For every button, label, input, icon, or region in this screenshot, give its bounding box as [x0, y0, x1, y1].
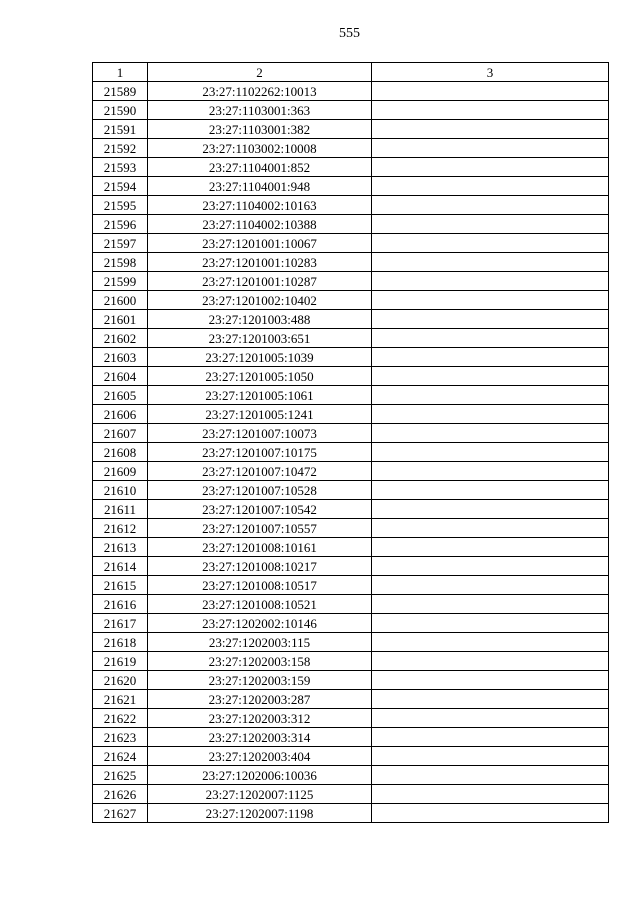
- note-cell: [372, 481, 609, 500]
- cadastral-number-cell: 23:27:1201008:10517: [148, 576, 372, 595]
- cadastral-number-cell: 23:27:1102262:10013: [148, 82, 372, 101]
- table-row: [93, 272, 609, 291]
- cadastral-number-cell: 23:27:1103001:363: [148, 101, 372, 120]
- note-cell: [372, 500, 609, 519]
- row-number-cell: 21617: [93, 614, 148, 633]
- note-cell: [372, 633, 609, 652]
- cadastral-number-cell: 23:27:1201003:488: [148, 310, 372, 329]
- header-row: [93, 63, 609, 82]
- cadastral-number-cell: 23:27:1103002:10008: [148, 139, 372, 158]
- row-number-cell: 21616: [93, 595, 148, 614]
- note-cell: [372, 139, 609, 158]
- row-number-cell: 21589: [93, 82, 148, 101]
- row-number-cell: 21621: [93, 690, 148, 709]
- table-row: [93, 177, 609, 196]
- table-row: [93, 785, 609, 804]
- row-number-cell: 21625: [93, 766, 148, 785]
- cadastral-number-cell: 23:27:1104001:948: [148, 177, 372, 196]
- note-cell: [372, 728, 609, 747]
- table-row: [93, 728, 609, 747]
- row-number-cell: 21600: [93, 291, 148, 310]
- note-cell: [372, 690, 609, 709]
- note-cell: [372, 329, 609, 348]
- row-number-cell: 21597: [93, 234, 148, 253]
- cadastral-number-cell: 23:27:1202002:10146: [148, 614, 372, 633]
- row-number-cell: 21619: [93, 652, 148, 671]
- note-cell: [372, 766, 609, 785]
- note-cell: [372, 82, 609, 101]
- row-number-cell: 21624: [93, 747, 148, 766]
- note-cell: [372, 652, 609, 671]
- table-row: [93, 120, 609, 139]
- cadastral-number-cell: 23:27:1202006:10036: [148, 766, 372, 785]
- table-body: [93, 82, 609, 823]
- row-number-cell: 21601: [93, 310, 148, 329]
- table-row: [93, 614, 609, 633]
- cadastral-number-cell: 23:27:1201007:10557: [148, 519, 372, 538]
- row-number-cell: 21604: [93, 367, 148, 386]
- row-number-cell: 21593: [93, 158, 148, 177]
- note-cell: [372, 709, 609, 728]
- row-number-cell: 21608: [93, 443, 148, 462]
- cadastral-number-cell: 23:27:1201001:10283: [148, 253, 372, 272]
- table-row: [93, 709, 609, 728]
- cadastral-number-cell: 23:27:1202007:1198: [148, 804, 372, 823]
- table-row: [93, 291, 609, 310]
- cadastral-number-cell: 23:27:1201007:10175: [148, 443, 372, 462]
- table-row: [93, 633, 609, 652]
- cadastral-number-cell: 23:27:1104002:10388: [148, 215, 372, 234]
- row-number-cell: 21591: [93, 120, 148, 139]
- table-row: [93, 747, 609, 766]
- header-cell-3: 3: [372, 63, 609, 82]
- cadastral-number-cell: 23:27:1104002:10163: [148, 196, 372, 215]
- table-row: [93, 101, 609, 120]
- note-cell: [372, 538, 609, 557]
- table-row: [93, 82, 609, 101]
- note-cell: [372, 348, 609, 367]
- cadastral-number-cell: 23:27:1201002:10402: [148, 291, 372, 310]
- cadastral-number-cell: 23:27:1201007:10073: [148, 424, 372, 443]
- page-number: 555: [339, 26, 360, 41]
- cadastral-number-cell: 23:27:1201008:10217: [148, 557, 372, 576]
- note-cell: [372, 804, 609, 823]
- table-row: [93, 253, 609, 272]
- row-number-cell: 21626: [93, 785, 148, 804]
- cadastral-number-cell: 23:27:1202003:115: [148, 633, 372, 652]
- row-number-cell: 21599: [93, 272, 148, 291]
- row-number-cell: 21595: [93, 196, 148, 215]
- table-row: [93, 519, 609, 538]
- cadastral-number-cell: 23:27:1201005:1241: [148, 405, 372, 424]
- cadastral-number-cell: 23:27:1201007:10528: [148, 481, 372, 500]
- table-row: [93, 329, 609, 348]
- cadastral-number-cell: 23:27:1201008:10521: [148, 595, 372, 614]
- table-row: [93, 766, 609, 785]
- cadastral-number-cell: 23:27:1202003:314: [148, 728, 372, 747]
- note-cell: [372, 367, 609, 386]
- row-number-cell: 21606: [93, 405, 148, 424]
- cadastral-number-cell: 23:27:1201001:10287: [148, 272, 372, 291]
- cadastral-number-cell: 23:27:1201007:10472: [148, 462, 372, 481]
- row-number-cell: 21623: [93, 728, 148, 747]
- note-cell: [372, 120, 609, 139]
- note-cell: [372, 785, 609, 804]
- note-cell: [372, 196, 609, 215]
- row-number-cell: 21615: [93, 576, 148, 595]
- row-number-cell: 21605: [93, 386, 148, 405]
- table-row: [93, 158, 609, 177]
- row-number-cell: 21610: [93, 481, 148, 500]
- note-cell: [372, 253, 609, 272]
- header-cell-2: 2: [148, 63, 372, 82]
- note-cell: [372, 576, 609, 595]
- row-number-cell: 21607: [93, 424, 148, 443]
- table-row: [93, 595, 609, 614]
- note-cell: [372, 424, 609, 443]
- table-row: [93, 196, 609, 215]
- note-cell: [372, 386, 609, 405]
- cadastral-number-cell: 23:27:1201007:10542: [148, 500, 372, 519]
- cadastral-number-cell: 23:27:1202007:1125: [148, 785, 372, 804]
- row-number-cell: 21592: [93, 139, 148, 158]
- header-cell-1: 1: [93, 63, 148, 82]
- row-number-cell: 21594: [93, 177, 148, 196]
- note-cell: [372, 310, 609, 329]
- note-cell: [372, 614, 609, 633]
- row-number-cell: 21612: [93, 519, 148, 538]
- row-number-cell: 21611: [93, 500, 148, 519]
- note-cell: [372, 272, 609, 291]
- row-number-cell: 21602: [93, 329, 148, 348]
- table-row: [93, 234, 609, 253]
- note-cell: [372, 215, 609, 234]
- cadastral-number-cell: 23:27:1201001:10067: [148, 234, 372, 253]
- row-number-cell: 21620: [93, 671, 148, 690]
- note-cell: [372, 595, 609, 614]
- table-row: [93, 443, 609, 462]
- note-cell: [372, 158, 609, 177]
- cadastral-number-cell: 23:27:1201005:1061: [148, 386, 372, 405]
- note-cell: [372, 557, 609, 576]
- cadastral-number-cell: 23:27:1202003:158: [148, 652, 372, 671]
- row-number-cell: 21627: [93, 804, 148, 823]
- table-row: [93, 462, 609, 481]
- table-header: [93, 63, 609, 82]
- note-cell: [372, 291, 609, 310]
- note-cell: [372, 671, 609, 690]
- table-row: [93, 310, 609, 329]
- row-number-cell: 21614: [93, 557, 148, 576]
- cadastral-number-cell: 23:27:1202003:287: [148, 690, 372, 709]
- cadastral-number-cell: 23:27:1202003:312: [148, 709, 372, 728]
- table-row: [93, 386, 609, 405]
- row-number-cell: 21598: [93, 253, 148, 272]
- table-row: [93, 804, 609, 823]
- table-row: [93, 367, 609, 386]
- table-row: [93, 405, 609, 424]
- table-row: [93, 139, 609, 158]
- table-row: [93, 538, 609, 557]
- table-row: [93, 671, 609, 690]
- row-number-cell: 21603: [93, 348, 148, 367]
- cadastral-number-cell: 23:27:1201008:10161: [148, 538, 372, 557]
- cadastral-number-cell: 23:27:1201005:1039: [148, 348, 372, 367]
- table-row: [93, 576, 609, 595]
- table-row: [93, 500, 609, 519]
- row-number-cell: 21613: [93, 538, 148, 557]
- cadastral-number-cell: 23:27:1201005:1050: [148, 367, 372, 386]
- cadastral-number-cell: 23:27:1201003:651: [148, 329, 372, 348]
- table-row: [93, 215, 609, 234]
- note-cell: [372, 234, 609, 253]
- row-number-cell: 21622: [93, 709, 148, 728]
- note-cell: [372, 519, 609, 538]
- table-row: [93, 481, 609, 500]
- note-cell: [372, 443, 609, 462]
- cadastral-number-cell: 23:27:1202003:404: [148, 747, 372, 766]
- note-cell: [372, 747, 609, 766]
- row-number-cell: 21596: [93, 215, 148, 234]
- table-row: [93, 690, 609, 709]
- table-row: [93, 652, 609, 671]
- data-table: [92, 62, 609, 823]
- note-cell: [372, 405, 609, 424]
- cadastral-number-cell: 23:27:1202003:159: [148, 671, 372, 690]
- cadastral-number-cell: 23:27:1104001:852: [148, 158, 372, 177]
- table-row: [93, 557, 609, 576]
- row-number-cell: 21590: [93, 101, 148, 120]
- row-number-cell: 21609: [93, 462, 148, 481]
- table-row: [93, 424, 609, 443]
- cadastral-number-cell: 23:27:1103001:382: [148, 120, 372, 139]
- note-cell: [372, 177, 609, 196]
- row-number-cell: 21618: [93, 633, 148, 652]
- table-row: [93, 348, 609, 367]
- note-cell: [372, 462, 609, 481]
- note-cell: [372, 101, 609, 120]
